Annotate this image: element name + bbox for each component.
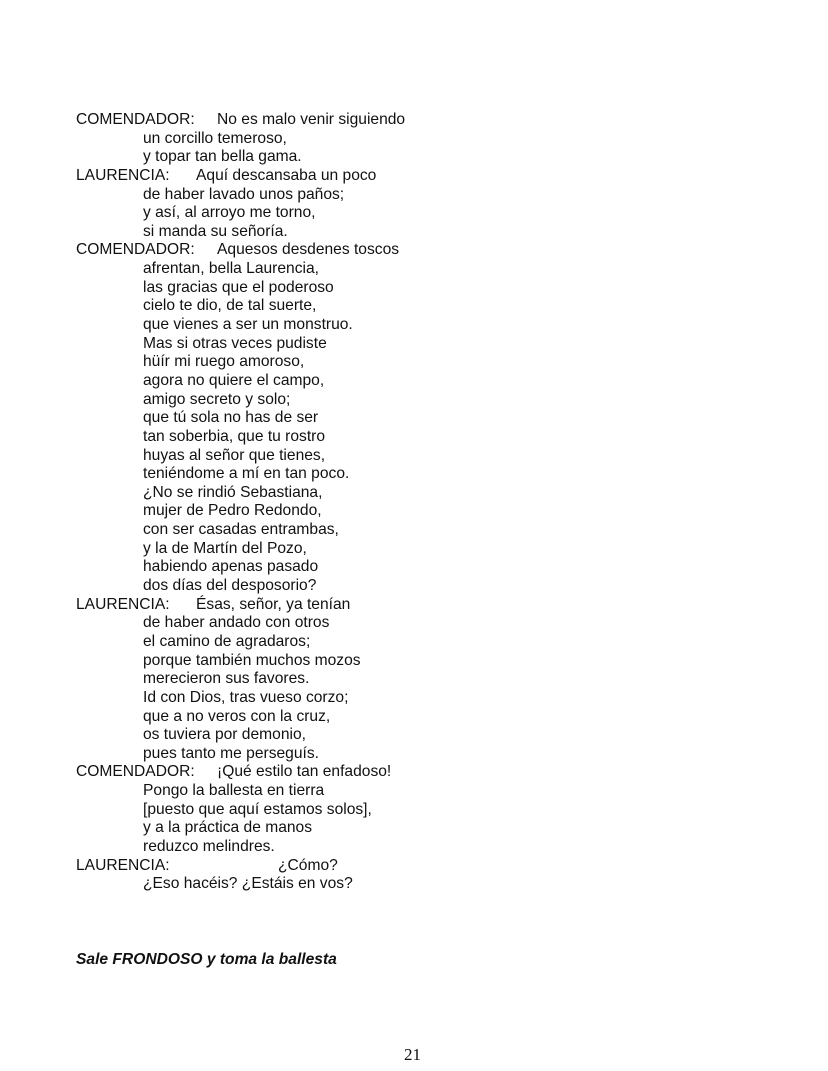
verse-text: y la de Martín del Pozo, bbox=[143, 539, 307, 557]
verse-text: cielo te dio, de tal suerte, bbox=[143, 297, 317, 315]
verse-text: pues tanto me perseguís. bbox=[143, 744, 319, 762]
speaker-name: LAURENCIA: bbox=[76, 856, 170, 874]
verse-text: No es malo venir siguiendo bbox=[217, 111, 406, 128]
verse-text: que vienes a ser un monstruo. bbox=[143, 316, 353, 334]
verse-text: Mas si otras veces pudiste bbox=[143, 334, 327, 352]
verse-text: Aquí descansaba un poco bbox=[196, 166, 377, 184]
verse-text: os tuviera por demonio, bbox=[143, 726, 306, 744]
verse-text: con ser casadas entrambas, bbox=[143, 521, 339, 539]
verse-text: teniéndome a mí en tan poco. bbox=[143, 465, 350, 483]
verse-text: merecieron sus favores. bbox=[143, 670, 310, 688]
speaker-name: COMENDADOR: bbox=[76, 241, 195, 259]
verse-text: mujer de Pedro Redondo, bbox=[143, 502, 322, 520]
verse-text: las gracias que el poderoso bbox=[143, 278, 334, 296]
verse-text: ¡Qué estilo tan enfadoso! bbox=[217, 763, 392, 781]
verse-text: reduzco melindres. bbox=[143, 837, 275, 855]
speaker-name: LAURENCIA: bbox=[76, 595, 170, 613]
verse-text: porque también muchos mozos bbox=[143, 651, 361, 669]
speaker-name: COMENDADOR: bbox=[76, 763, 195, 781]
verse-text: ¿Cómo? bbox=[278, 856, 338, 874]
verse-text: Pongo la ballesta en tierra bbox=[143, 782, 325, 800]
verse-text: si manda su señoría. bbox=[143, 222, 288, 240]
verse-text: y topar tan bella gama. bbox=[143, 148, 302, 166]
verse-text: ¿No se rindió Sebastiana, bbox=[143, 483, 323, 501]
verse-text: y así, al arroyo me torno, bbox=[143, 204, 316, 222]
verse-text: de haber andado con otros bbox=[143, 614, 330, 632]
verse-text: dos días del desposorio? bbox=[143, 577, 317, 595]
verse-text: tan soberbia, que tu rostro bbox=[143, 427, 326, 445]
verse-text: el camino de agradaros; bbox=[143, 632, 311, 650]
speaker-name: COMENDADOR: bbox=[76, 111, 195, 128]
verse-text: huyas al señor que tienes, bbox=[143, 446, 326, 464]
stage-direction: Sale FRONDOSO y toma la ballesta bbox=[76, 951, 337, 968]
speaker-name: LAURENCIA: bbox=[76, 166, 170, 184]
page-number: 21 bbox=[404, 1045, 421, 1064]
verse-text: de haber lavado unos paños; bbox=[143, 185, 345, 203]
verse-text: Aquesos desdenes toscos bbox=[217, 241, 400, 259]
verse-text: ¿Eso hacéis? ¿Estáis en vos? bbox=[143, 875, 353, 893]
verse-text: Id con Dios, tras vueso corzo; bbox=[143, 688, 349, 706]
verse-text: amigo secreto y solo; bbox=[143, 390, 291, 408]
verse-text: [puesto que aquí estamos solos], bbox=[143, 800, 372, 818]
verse-text: agora no quiere el campo, bbox=[143, 371, 325, 389]
verse-text: un corcillo temeroso, bbox=[143, 129, 287, 147]
verse-text: hüír mi ruego amoroso, bbox=[143, 353, 305, 371]
verse-text: habiendo apenas pasado bbox=[143, 558, 319, 576]
verse-text: Ésas, señor, ya tenían bbox=[196, 595, 351, 613]
verse-text: afrentan, bella Laurencia, bbox=[143, 260, 319, 278]
verse-text: y a la práctica de manos bbox=[143, 819, 313, 837]
verse-text: que a no veros con la cruz, bbox=[143, 707, 331, 725]
verse-text: que tú sola no has de ser bbox=[143, 409, 319, 427]
